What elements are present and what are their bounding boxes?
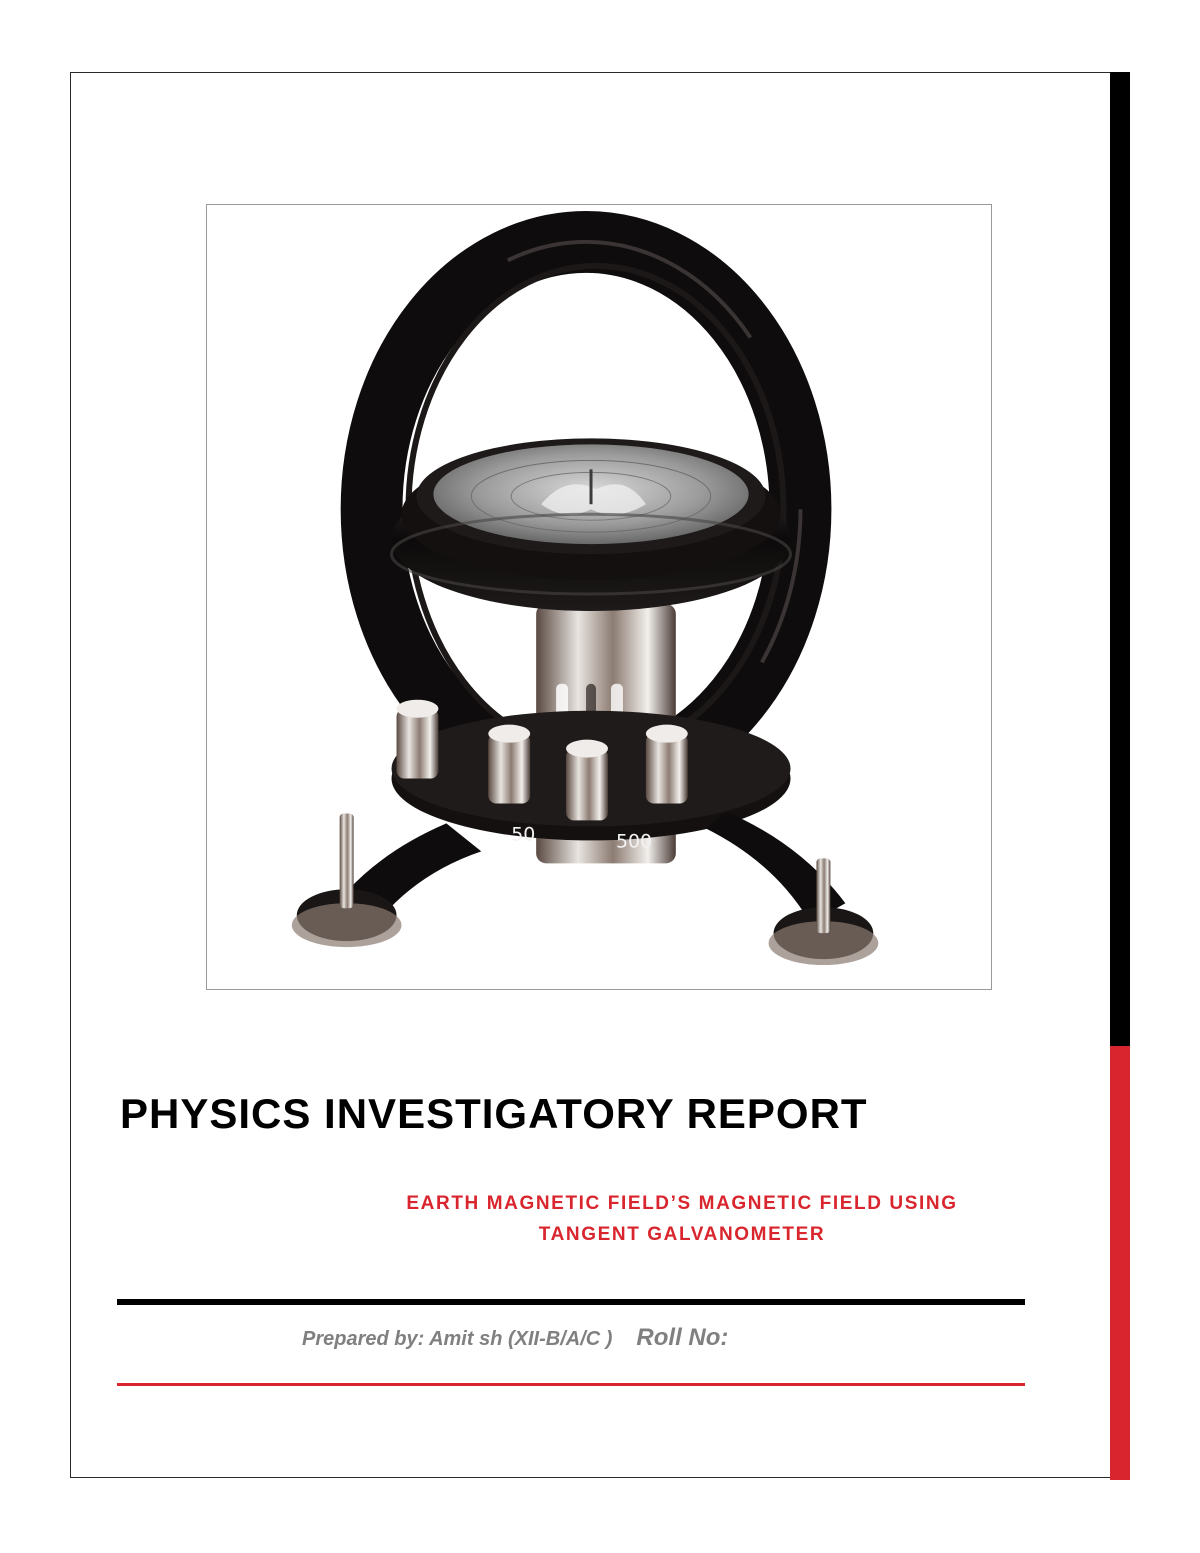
compass-dial	[392, 438, 791, 611]
prepared-by-line	[302, 1324, 728, 1352]
side-bar-red	[1110, 1046, 1130, 1480]
scale-label: 50	[511, 823, 536, 846]
report-title: PHYSICS INVESTIGATORY REPORT	[120, 1090, 868, 1137]
divider-red	[117, 1383, 1025, 1386]
prepared-by-text: Prepared by: Amit sh (XII-B/A/C )	[302, 1328, 613, 1350]
report-subtitle	[290, 1188, 1074, 1250]
subtitle-line-1: EARTH MAGNETIC FIELD’S MAGNETIC FIELD USING	[406, 1193, 958, 1214]
divider-black	[117, 1299, 1025, 1305]
side-bar-black	[1110, 72, 1130, 1046]
roll-no-label: Roll No:	[636, 1324, 729, 1351]
scale-label: 500	[615, 830, 653, 853]
galvanometer-photo	[206, 204, 992, 990]
galvanometer-illustration	[207, 205, 991, 989]
subtitle-line-2: TANGENT GALVANOMETER	[538, 1224, 826, 1245]
